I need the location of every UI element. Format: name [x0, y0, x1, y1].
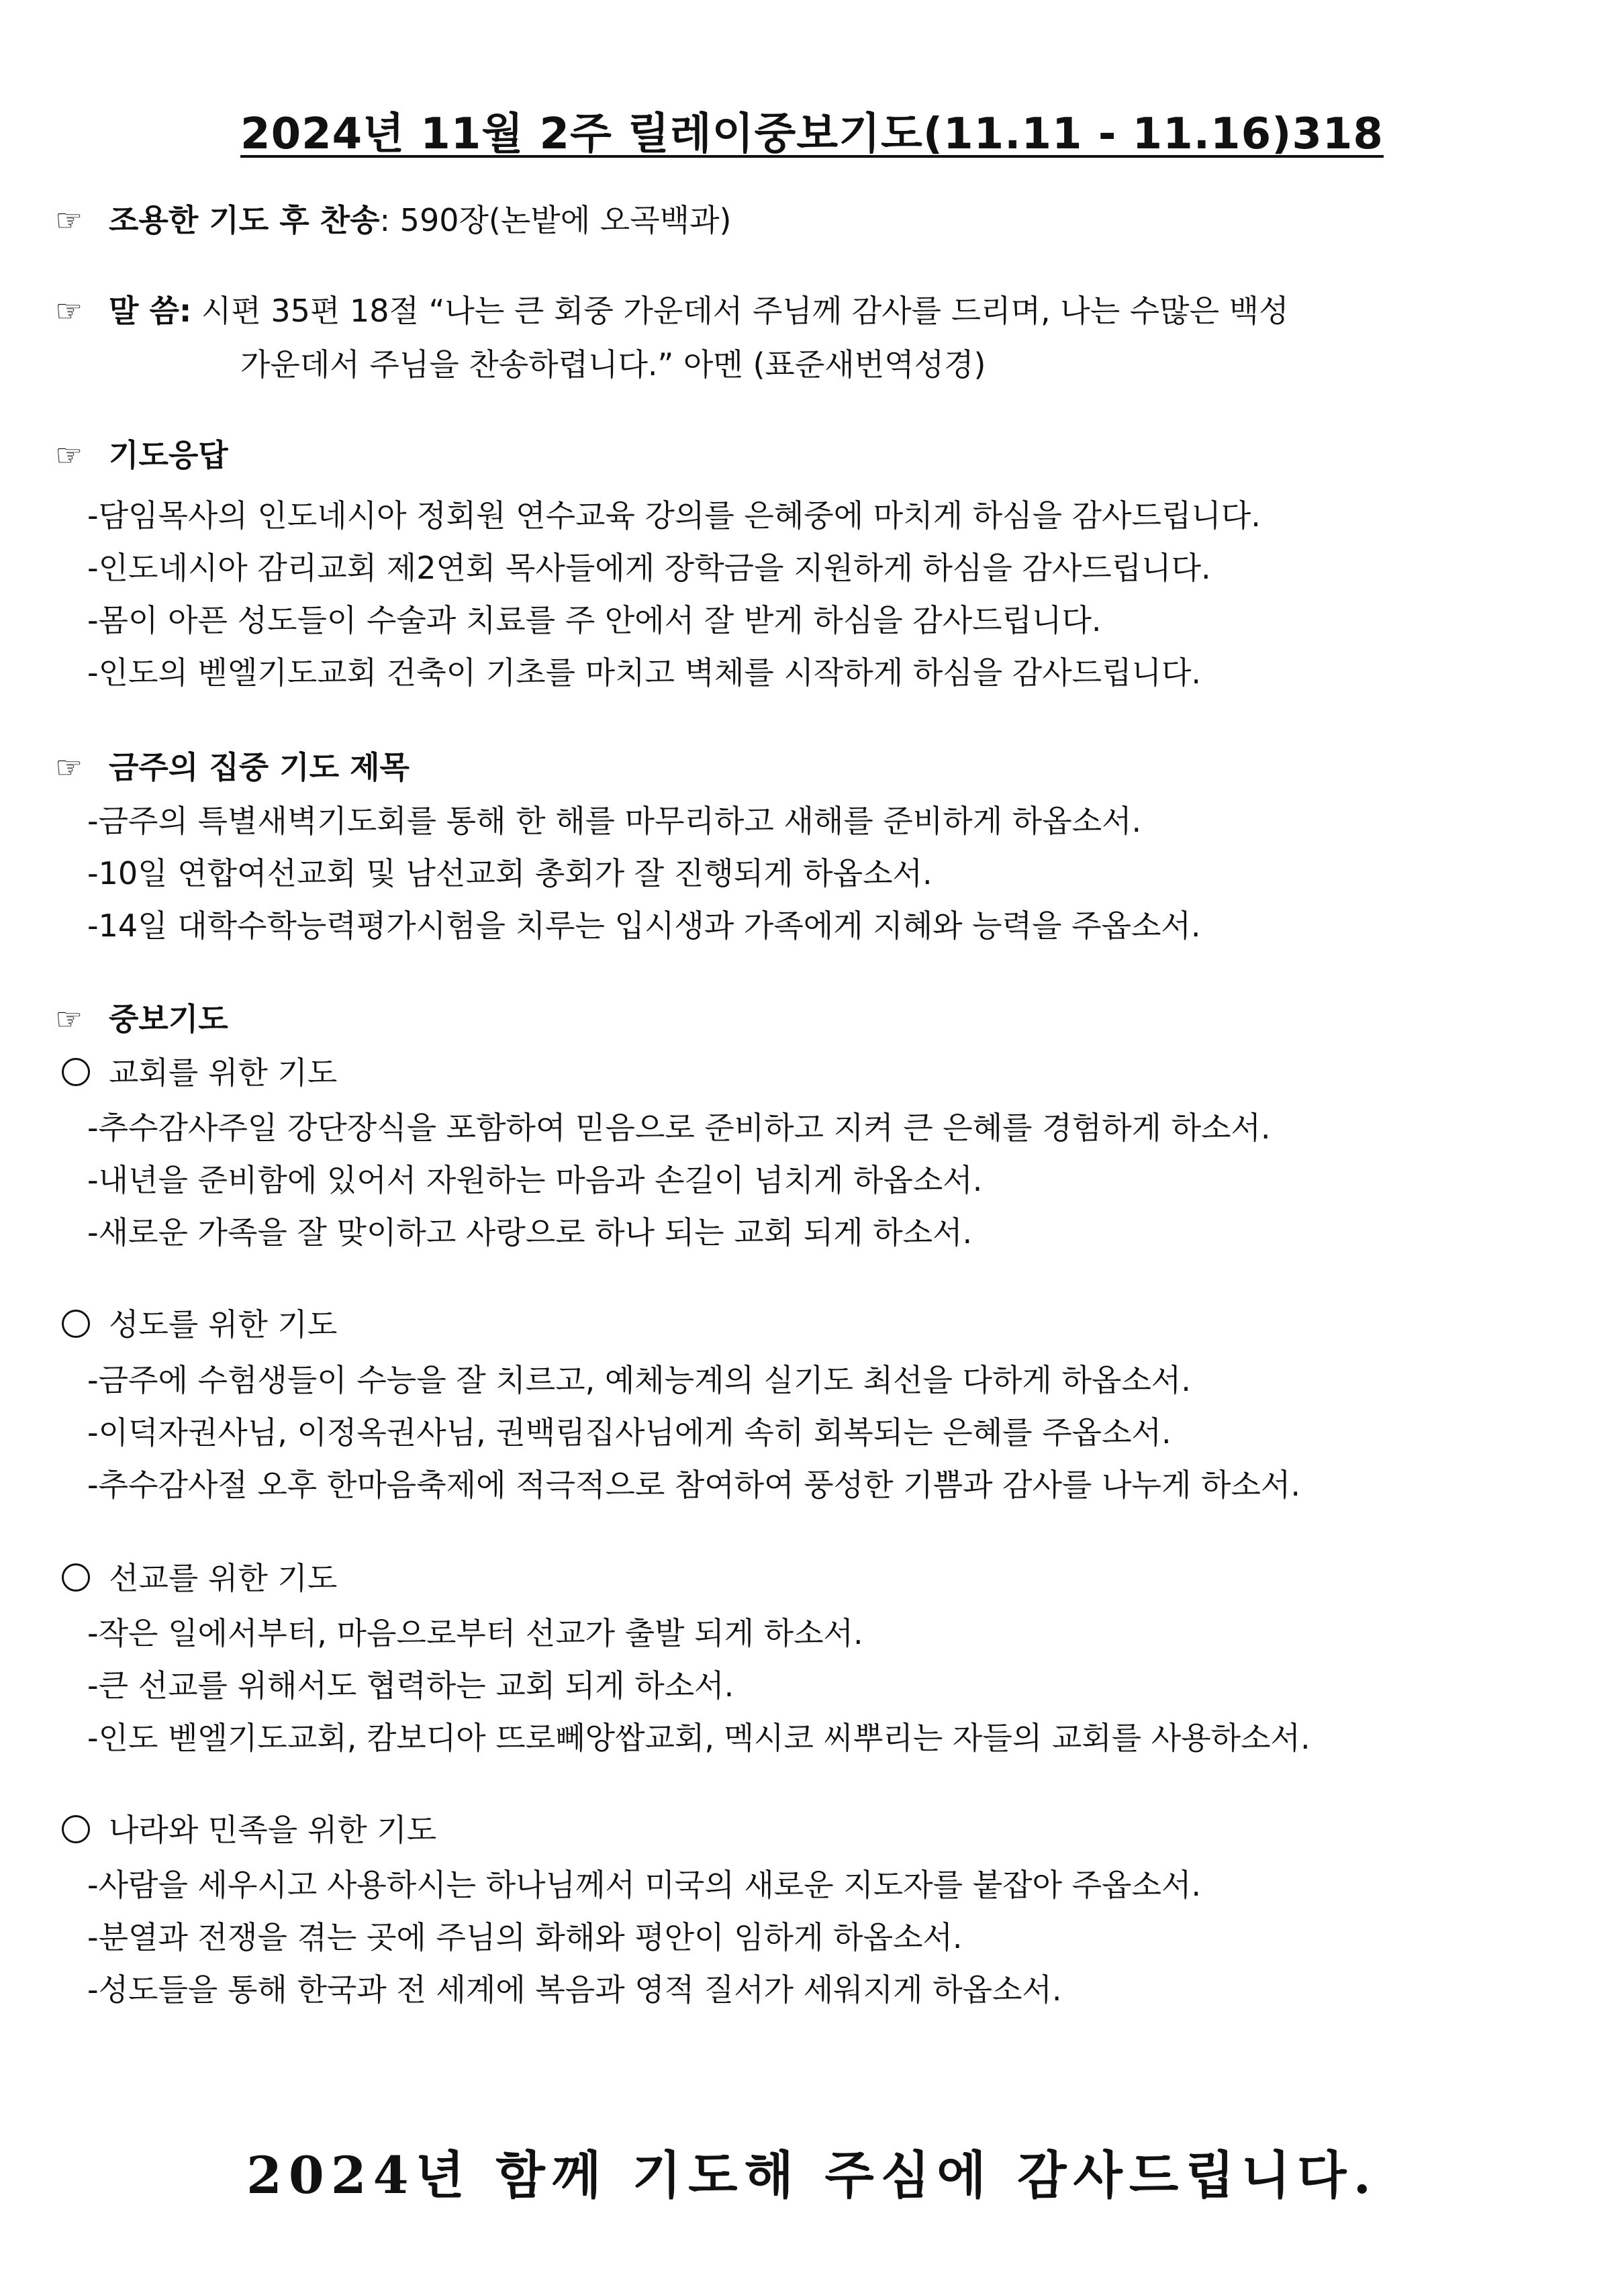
pointing-hand-icon: ☞: [55, 437, 83, 473]
word-text-line1: 시편 35편 18절 “나는 큰 회중 가운데서 주님께 감사를 드리며, 나는 수많은 백성: [201, 293, 1289, 329]
hymn-line: ☞ 조용한 기도 후 찬송: 590장(논밭에 오곡백과): [55, 202, 732, 238]
word-label: 말 씀:: [109, 293, 192, 329]
focus-heading: ☞ 금주의 집중 기도 제목: [55, 749, 410, 785]
pointing-hand-icon: ☞: [55, 1001, 83, 1037]
answered-item: -인도네시아 감리교회 제2연회 목사들에게 장학금을 지원하게 하심을 감사드립니다.: [87, 550, 1211, 586]
saints-item: -이덕자권사님, 이정옥권사님, 권백림집사님에게 속히 회복되는 은혜를 주옵소서.: [87, 1414, 1172, 1451]
nation-item: -분열과 전쟁을 겪는 곳에 주님의 화해와 평안이 임하게 하옵소서.: [87, 1919, 963, 1955]
answered-heading: ☞ 기도응답: [55, 437, 228, 473]
focus-item: -10일 연합여선교회 및 남선교회 총회가 잘 진행되게 하옵소서.: [87, 855, 933, 891]
saints-item: -금주에 수험생들이 수능을 잘 치르고, 예체능계의 실기도 최선을 다하게 하옵소서.: [87, 1362, 1191, 1398]
intercession-heading: ☞ 중보기도: [55, 1001, 228, 1037]
section-title-nation: 나라와 민족을 위한 기도: [62, 1814, 436, 1845]
focus-item: -금주의 특별새벽기도회를 통해 한 해를 마무리하고 새해를 준비하게 하옵소서.: [87, 803, 1142, 839]
saints-item: -추수감사절 오후 한마음축제에 적극적으로 참여하여 풍성한 기쁨과 감사를 나누게 하소서.: [87, 1467, 1300, 1503]
word-text-line2: 가운데서 주님을 찬송하렵니다.” 아멘 (표준새번역성경): [240, 346, 986, 383]
circle-bullet-icon: [62, 1058, 90, 1086]
nation-item: -사람을 세우시고 사용하시는 하나님께서 미국의 새로운 지도자를 붙잡아 주옵소서.: [87, 1867, 1202, 1903]
mission-item: -인도 벧엘기도교회, 캄보디아 뜨로뻬앙쌉교회, 멕시코 씨뿌리는 자들의 교회를 사용하소서.: [87, 1720, 1310, 1756]
answered-item: -인도의 벧엘기도교회 건축이 기초를 마치고 벽체를 시작하게 하심을 감사드립니다.: [87, 654, 1202, 691]
church-item: -추수감사주일 강단장식을 포함하여 믿음으로 준비하고 지켜 큰 은혜를 경험하게 하소서.: [87, 1110, 1271, 1146]
mission-item: -큰 선교를 위해서도 협력하는 교회 되게 하소서.: [87, 1667, 734, 1704]
word-line: [55, 293, 1289, 329]
closing-message: 2024년 함께 기도해 주심에 감사드립니다.: [246, 2145, 1378, 2205]
answered-item: -몸이 아픈 성도들이 수술과 치료를 주 안에서 잘 받게 하심을 감사드립니다.: [87, 602, 1102, 638]
hymn-value: 590장(논밭에 오곡백과): [399, 202, 732, 238]
hymn-label: 조용한 기도 후 찬송: [109, 202, 380, 238]
pointing-hand-icon: ☞: [55, 293, 83, 329]
pointing-hand-icon: ☞: [55, 202, 83, 238]
circle-bullet-icon: [62, 1563, 90, 1592]
focus-item: -14일 대학수학능력평가시험을 치루는 입시생과 가족에게 지혜와 능력을 주옵소서.: [87, 908, 1201, 944]
section-title-saints: 성도를 위한 기도: [62, 1309, 337, 1340]
section-title-mission: 선교를 위한 기도: [62, 1563, 337, 1594]
pointing-hand-icon: ☞: [55, 749, 83, 785]
answered-item: -담임목사의 인도네시아 정회원 연수교육 강의를 은혜중에 마치게 하심을 감사드립니다.: [87, 497, 1261, 534]
section-title-church: 교회를 위한 기도: [62, 1057, 337, 1088]
church-item: -새로운 가족을 잘 맞이하고 사랑으로 하나 되는 교회 되게 하소서.: [87, 1214, 973, 1251]
church-item: -내년을 준비함에 있어서 자원하는 마음과 손길이 넘치게 하옵소서.: [87, 1162, 983, 1198]
mission-item: -작은 일에서부터, 마음으로부터 선교가 출발 되게 하소서.: [87, 1615, 863, 1651]
circle-bullet-icon: [62, 1310, 90, 1338]
page-title: 2024년 11월 2주 릴레이중보기도(11.11 - 11.16)318: [240, 109, 1384, 159]
circle-bullet-icon: [62, 1815, 90, 1843]
nation-item: -성도들을 통해 한국과 전 세계에 복음과 영적 질서가 세워지게 하옵소서.: [87, 1972, 1062, 2008]
